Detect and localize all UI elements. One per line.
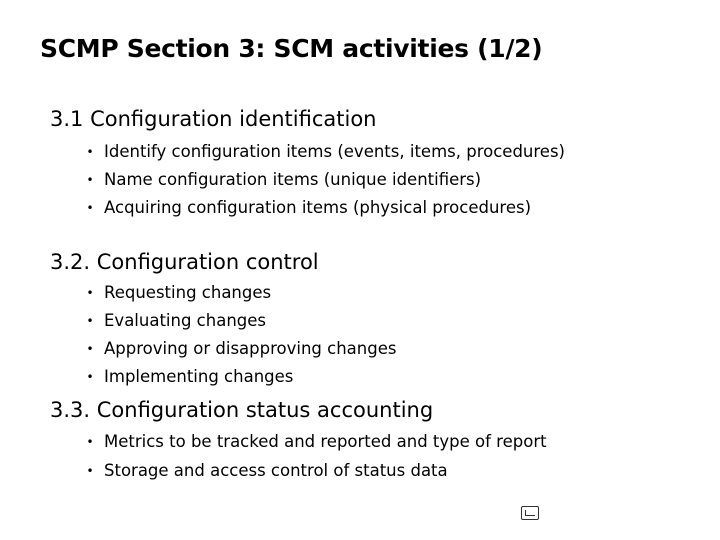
- list-item-text: Acquiring configuration items (physical procedures): [104, 198, 532, 217]
- list-item: [84, 169, 574, 191]
- section-heading-status-accounting: 3.3. Configuration status accounting: [50, 398, 434, 422]
- identification-list: [84, 141, 574, 225]
- section-heading-control: 3.2. Configuration control: [50, 250, 319, 274]
- slide-nav-icon[interactable]: [521, 506, 539, 520]
- bullet-icon: •: [86, 145, 94, 159]
- list-item: [84, 431, 547, 453]
- slide-title: SCMP Section 3: SCM activities (1/2): [40, 34, 543, 63]
- list-item: [84, 197, 574, 219]
- status-accounting-list: [84, 431, 547, 489]
- list-item-text: Identify configuration items (events, items, procedures): [104, 142, 565, 161]
- list-item: [84, 366, 396, 388]
- list-item-text: Name configuration items (unique identifiers): [104, 170, 482, 189]
- bullet-icon: •: [86, 464, 94, 478]
- bullet-icon: •: [86, 286, 94, 300]
- bullet-icon: •: [86, 342, 94, 356]
- list-item: [84, 141, 574, 163]
- bullet-icon: •: [86, 435, 94, 449]
- list-item: [84, 310, 396, 332]
- list-item-text: Metrics to be tracked and reported and type of report: [104, 432, 547, 451]
- bullet-icon: •: [86, 173, 94, 187]
- list-item-text: Approving or disapproving changes: [104, 339, 397, 358]
- list-item-text: Implementing changes: [104, 367, 294, 386]
- control-list: [84, 282, 396, 394]
- list-item: [84, 460, 547, 482]
- list-item-text: Requesting changes: [104, 283, 272, 302]
- list-item: [84, 282, 396, 304]
- bullet-icon: •: [86, 370, 94, 384]
- list-item-text: Evaluating changes: [104, 311, 267, 330]
- list-item-text: Storage and access control of status data: [104, 461, 448, 480]
- section-heading-identification: 3.1 Configuration identification: [50, 107, 377, 131]
- list-item: [84, 338, 396, 360]
- bullet-icon: •: [86, 314, 94, 328]
- bullet-icon: •: [86, 201, 94, 215]
